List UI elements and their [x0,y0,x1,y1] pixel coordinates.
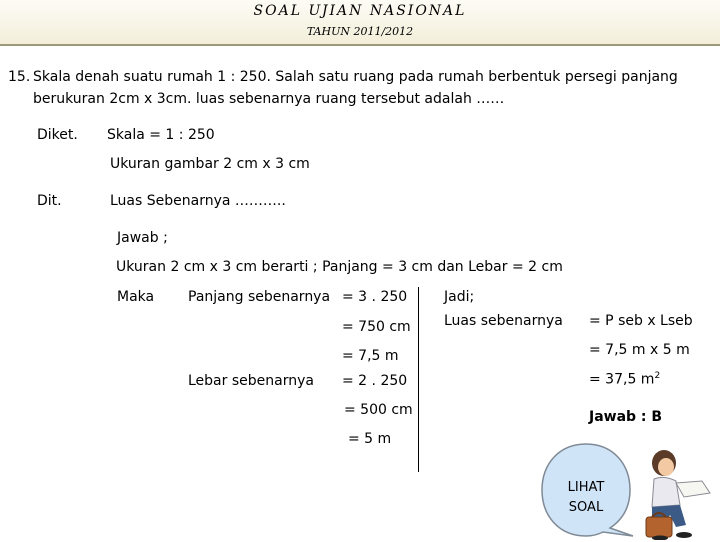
dit-label: Dit. [37,193,62,209]
page-title: SOAL UJIAN NASIONAL [253,3,467,19]
luas-step1: = P seb x Lseb [589,313,693,329]
jawab-ukuran: Ukuran 2 cm x 3 cm berarti ; Panjang = 3 cm dan Lebar = 2 cm [116,259,563,275]
lebar-label: Lebar sebenarnya [188,373,314,389]
student-reading-illustration [640,445,720,540]
diket-label: Diket. [37,127,78,143]
panjang-step3: = 7,5 m [342,348,399,364]
panjang-label: Panjang sebenarnya [188,289,331,305]
luas-step3 [589,371,660,388]
panjang-step2: = 750 cm [342,319,411,335]
diket-skala: Skala = 1 : 250 [107,127,215,143]
page-subtitle-year: TAHUN 2011/2012 [306,25,414,38]
panjang-step1: = 3 . 250 [342,289,408,305]
column-divider [418,287,419,472]
question-text-line2: berukuran 2cm x 3cm. luas sebenarnya ruang tersebut adalah …… [33,91,505,107]
question-number: 15. [8,69,31,85]
luas-label: Luas sebenarnya [444,313,563,329]
luas-step2: = 7,5 m x 5 m [589,342,690,358]
lebar-step3: = 5 m [348,431,392,447]
maka-label: Maka [117,289,155,305]
jawab-heading: Jawab ; [117,230,168,246]
luas-step3-value: = 37,5 m [589,371,655,388]
jadi-label: Jadi; [444,289,475,305]
question-text-line1: Skala denah suatu rumah 1 : 250. Salah satu ruang pada rumah berbentuk persegi panjang [33,69,678,85]
header-divider [0,44,720,46]
diket-ukuran: Ukuran gambar 2 cm x 3 cm [110,156,310,172]
lihat-soal-line1: LIHAT [567,480,605,495]
lihat-soal-button[interactable] [537,478,635,518]
dit-luas: Luas Sebenarnya ……….. [110,193,286,209]
lebar-step2: = 500 cm [344,402,413,418]
luas-step3-exponent: 2 [654,371,661,381]
lebar-step1: = 2 . 250 [342,373,408,389]
answer-text: Jawab : B [589,409,663,425]
lihat-soal-line2: SOAL [568,500,604,515]
